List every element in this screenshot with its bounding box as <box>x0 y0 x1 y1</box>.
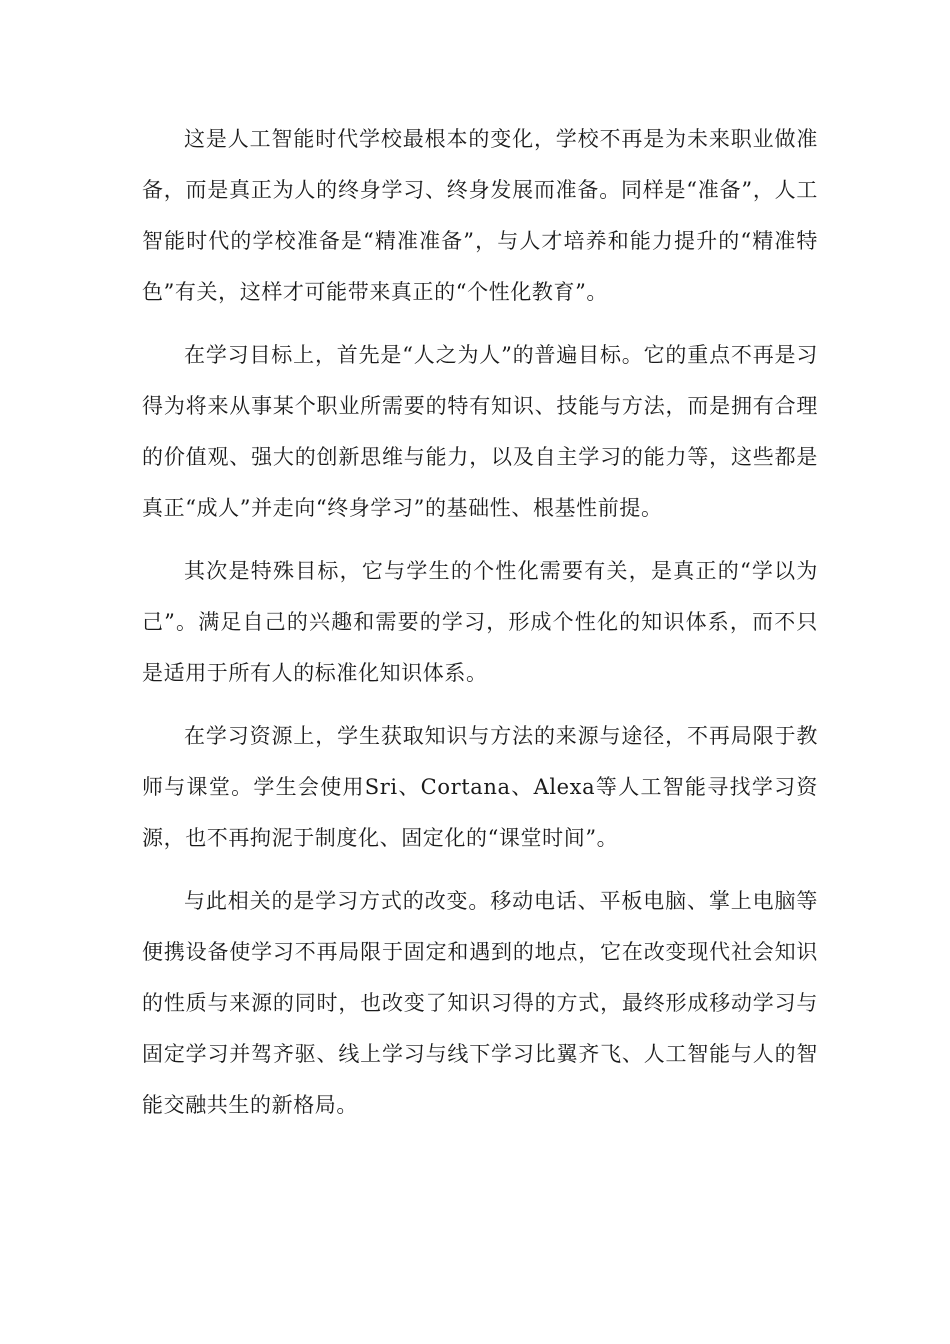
paragraph-3: 其次是特殊目标，它与学生的个性化需要有关，是真正的“学以为己”。满足自己的兴趣和需要的学习，形成个性化的知识体系，而不只是适用于所有人的标准化知识体系。 <box>142 559 818 685</box>
document-body <box>142 114 818 1143</box>
paragraph-4: 在学习资源上，学生获取知识与方法的来源与途径，不再局限于教师与课堂。学生会使用Sri、Cortana、Alexa等人工智能寻找学习资源，也不再拘泥于制度化、固定化的“课堂时间”。 <box>142 724 818 850</box>
paragraph-5: 与此相关的是学习方式的改变。移动电话、平板电脑、掌上电脑等便携设备使学习不再局限于固定和遇到的地点，它在改变现代社会知识的性质与来源的同时，也改变了知识习得的方式，最终形成移动学习与固定学习并驾齐驱、线上学习与线下学习比翼齐飞、人工智能与人的智能交融共生的新格局。 <box>142 889 818 1117</box>
paragraph-2: 在学习目标上，首先是“人之为人”的普遍目标。它的重点不再是习得为将来从事某个职业所需要的特有知识、技能与方法，而是拥有合理的价值观、强大的创新思维与能力，以及自主学习的能力等，这些都是真正“成人”并走向“终身学习”的基础性、根基性前提。 <box>142 343 818 520</box>
paragraph-1: 这是人工智能时代学校最根本的变化，学校不再是为未来职业做准备，而是真正为人的终身学习、终身发展而准备。同样是“准备”，人工智能时代的学校准备是“精准准备”，与人才培养和能力提升的“精准特色”有关，这样才可能带来真正的“个性化教育”。 <box>142 127 818 304</box>
